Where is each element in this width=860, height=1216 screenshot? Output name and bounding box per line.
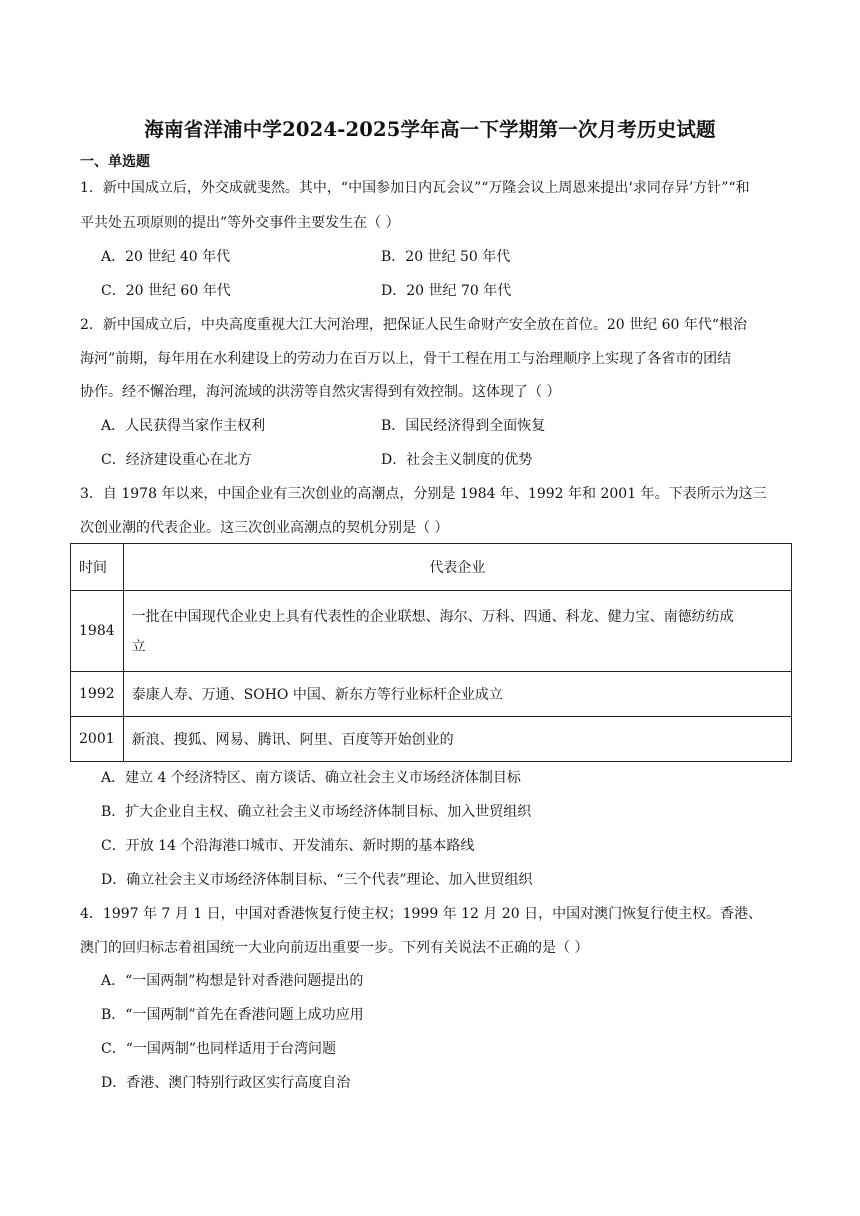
row-enterprises-line2: 立 bbox=[131, 639, 146, 655]
row-enterprises-line1: 一批在中国现代企业史上具有代表性的企业联想、海尔、万科、四通、科龙、健力宝、南德纺纺成 bbox=[131, 609, 734, 625]
q1-option-a[interactable]: A．20 世纪 40 年代 bbox=[101, 249, 231, 265]
q3-option-d[interactable]: D．确立社会主义市场经济体制目标、“三个代表”理论、加入世贸组织 bbox=[101, 872, 533, 888]
row-enterprises: 泰康人寿、万通、SOHO 中国、新东方等行业标杆企业成立 bbox=[123, 672, 791, 717]
row-year: 2001 bbox=[71, 717, 124, 762]
exam-title: 海南省洋浦中学2024-2025学年高一下学期第一次月考历史试题 bbox=[144, 118, 716, 141]
q4-option-b[interactable]: B．“一国两制”首先在香港问题上成功应用 bbox=[101, 1007, 364, 1023]
q4-option-a[interactable]: A．“一国两制”构想是针对香港问题提出的 bbox=[101, 973, 364, 989]
q2-option-a[interactable]: A．人民获得当家作主权利 bbox=[101, 418, 266, 434]
q3-option-b[interactable]: B．扩大企业自主权、确立社会主义市场经济体制目标、加入世贸组织 bbox=[101, 804, 532, 820]
q4-option-c[interactable]: C．“一国两制”也同样适用于台湾问题 bbox=[101, 1041, 337, 1057]
row-enterprises bbox=[123, 591, 791, 672]
q3-stem-line2: 次创业潮的代表企业。这三次创业高潮点的契机分别是（ ） bbox=[80, 520, 449, 536]
table-row bbox=[71, 591, 792, 672]
q2-stem-line3: 协作。经不懈治理，海河流域的洪涝等自然灾害得到有效控制。这体现了（ ） bbox=[80, 384, 561, 400]
q1-option-d[interactable]: D．20 世纪 70 年代 bbox=[381, 283, 512, 299]
q2-stem-line1: 2．新中国成立后，中央高度重视大江大河治理，把保证人民生命财产安全放在首位。20 世纪 60 年代“根治 bbox=[80, 317, 748, 333]
q3-option-c[interactable]: C．开放 14 个沿海港口城市、开发浦东、新时期的基本路线 bbox=[101, 838, 475, 854]
q4-stem-line2: 澳门的回归标志着祖国统一大业向前迈出重要一步。下列有关说法不正确的是（ ） bbox=[80, 940, 589, 956]
q1-stem-line2: 平共处五项原则的提出”等外交事件主要发生在（ ） bbox=[80, 215, 400, 231]
q2-option-d[interactable]: D．社会主义制度的优势 bbox=[381, 452, 533, 468]
q2-stem-line2: 海河”前期，每年用在水利建设上的劳动力在百万以上，骨干工程在用工与治理顺序上实现了各省市的团结 bbox=[80, 351, 732, 367]
section-heading: 一、单选题 bbox=[80, 154, 150, 170]
q3-option-a[interactable]: A．建立 4 个经济特区、南方谈话、确立社会主义市场经济体制目标 bbox=[101, 770, 521, 786]
table-row bbox=[71, 672, 792, 717]
q1-stem-line1: 1．新中国成立后，外交成就斐然。其中，“中国参加日内瓦会议”“万隆会议上周恩来提出‘求同存异’方针”“和 bbox=[80, 180, 750, 196]
table-row bbox=[71, 717, 792, 762]
header-time: 时间 bbox=[71, 544, 124, 591]
table-header-row bbox=[71, 544, 792, 591]
row-enterprises: 新浪、搜狐、网易、腾讯、阿里、百度等开始创业的 bbox=[123, 717, 791, 762]
q2-option-c[interactable]: C．经济建设重心在北方 bbox=[101, 452, 252, 468]
q2-option-b[interactable]: B．国民经济得到全面恢复 bbox=[381, 418, 546, 434]
enterprise-table bbox=[70, 543, 792, 762]
q1-option-c[interactable]: C．20 世纪 60 年代 bbox=[101, 283, 231, 299]
header-enterprise: 代表企业 bbox=[123, 544, 791, 591]
q3-stem-line1: 3．自 1978 年以来，中国企业有三次创业的高潮点，分别是 1984 年、1992 年和 2001 年。下表所示为这三 bbox=[80, 486, 767, 502]
row-year: 1992 bbox=[71, 672, 124, 717]
q4-stem-line1: 4．1997 年 7 月 1 日，中国对香港恢复行使主权；1999 年 12 月 20 日，中国对澳门恢复行使主权。香港、 bbox=[80, 906, 763, 922]
row-year: 1984 bbox=[71, 591, 124, 672]
q1-option-b[interactable]: B．20 世纪 50 年代 bbox=[381, 249, 511, 265]
q4-option-d[interactable]: D．香港、澳门特别行政区实行高度自治 bbox=[101, 1075, 351, 1091]
